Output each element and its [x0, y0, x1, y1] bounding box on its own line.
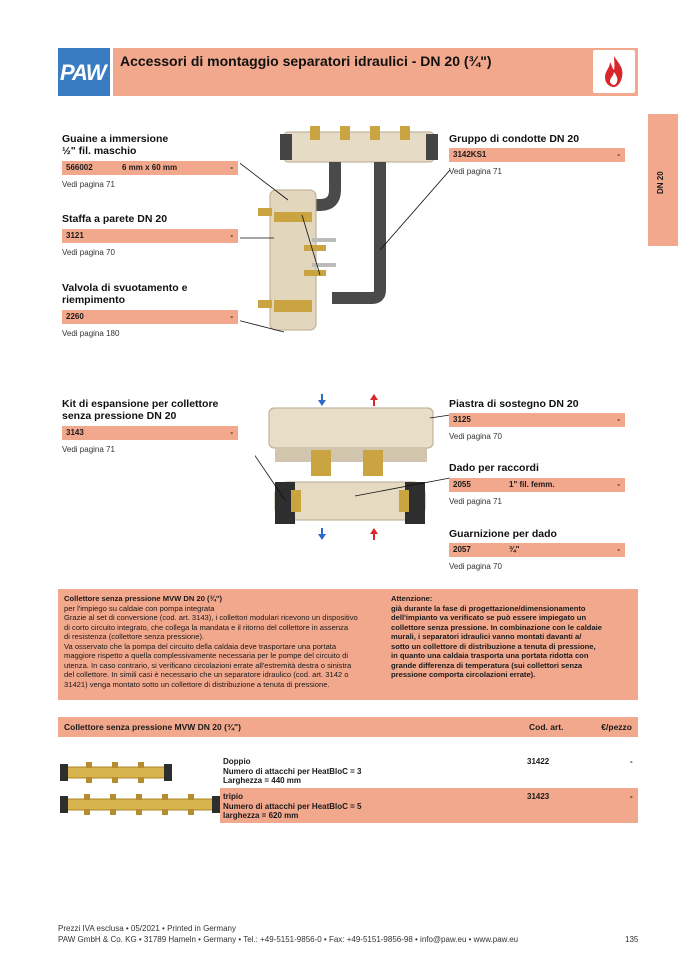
side-tab-label: DN 20 — [656, 171, 665, 194]
info-left-line: utenza. In caso contrario, si verificano circolazioni errate all'estremità destra o sinistra — [64, 660, 352, 670]
info-left-line: maggiore rispetto a quella complessivamente necessaria per le pompe del circuito di — [64, 651, 349, 660]
piastra-code: 3125 — [453, 415, 471, 424]
info-left-line: Grazie al set di conversione (cod. art. 3143), i collettori modulari ricevono un dispositivo — [64, 613, 358, 622]
row2-price: - — [630, 792, 633, 801]
page-number: 135 — [625, 935, 639, 944]
row2-code: 31423 — [527, 792, 550, 801]
guarnizione-code-bar — [449, 543, 625, 557]
info-left-line: Va osservato che la pompa del circuito della caldaia deve trasportare una portata — [64, 641, 337, 651]
info-right-line: murali, i separatori idraulici vanno montati davanti a/ — [391, 632, 582, 641]
info-left-line: del collettore. In simili casi è necessario che un separatore idraulico (cod. art. 3142 o — [64, 670, 349, 679]
guaine-code: 566002 — [66, 163, 93, 172]
guarnizione-ref: Vedi pagina 70 — [449, 562, 502, 571]
guaine-spec: 6 mm x 60 mm — [122, 163, 178, 172]
info-right-line: Attenzione: — [391, 594, 433, 603]
valvola-title-line2: riempimento — [62, 294, 126, 306]
info-right-line: già durante la fase di progettazione/dimensionamento — [391, 603, 586, 613]
info-left-line: di resistenza (collettore senza pressione). — [64, 632, 205, 641]
row2-larghezza: larghezza = 620 mm — [223, 811, 299, 820]
gruppo-code: 3142KS1 — [453, 150, 487, 159]
guaine-price: - — [230, 163, 233, 172]
info-right-line: pressione comporta circolazioni errate). — [391, 670, 536, 679]
footer-line1: Prezzi IVA esclusa • 05/2021 • Printed in Germany — [58, 924, 236, 933]
flame-icon — [593, 50, 635, 93]
collector-triple-image — [60, 792, 220, 816]
valvola-price: - — [230, 312, 233, 321]
side-tab — [648, 114, 678, 246]
piastra-code-bar — [449, 413, 625, 427]
valvola-code-bar — [62, 310, 238, 324]
row1-price: - — [630, 757, 633, 766]
guarnizione-code: 2057 — [453, 545, 471, 554]
guaine-code-bar — [62, 161, 238, 175]
staffa-code-bar — [62, 229, 238, 243]
info-right-line: dell'impianto va verificato se può essere impiegato un — [391, 613, 587, 622]
kit-ref: Vedi pagina 71 — [62, 445, 115, 454]
kit-code: 3143 — [66, 428, 84, 437]
guaine-ref: Vedi pagina 71 — [62, 180, 115, 189]
table-row — [223, 792, 361, 821]
gruppo-price: - — [617, 150, 620, 159]
dado-title: Dado per raccordi — [449, 462, 539, 474]
staffa-code: 3121 — [66, 231, 84, 240]
info-left-title: Collettore senza pressione MVW DN 20 (¾") — [64, 594, 223, 603]
separator-assembly-image — [240, 120, 450, 350]
gruppo-ref: Vedi pagina 71 — [449, 167, 502, 176]
valvola-title-line1: Valvola di svuotamento e — [62, 282, 188, 294]
table-title: Collettore senza pressione MVW DN 20 (¾") — [64, 722, 241, 732]
guarnizione-spec: ¾" — [509, 545, 520, 554]
guarnizione-price: - — [617, 545, 620, 554]
row2-attacchi: Numero di attacchi per HeatBloC = 5 — [223, 801, 362, 811]
info-right-line: collettore senza pressione. In combinazione con le caldaie — [391, 622, 603, 632]
staffa-price: - — [230, 231, 233, 240]
piastra-ref: Vedi pagina 70 — [449, 432, 502, 441]
info-right-line: in quanto una caldaia trasporta una portata ridotta con — [391, 651, 589, 660]
logo-text: PAW — [60, 60, 106, 85]
valvola-code: 2260 — [66, 312, 84, 321]
info-right-line: sotto un collettore di distribuzione a tenuta di pressione, — [391, 641, 596, 651]
piastra-title: Piastra di sostegno DN 20 — [449, 398, 579, 410]
kit-title-line2: senza pressione DN 20 — [62, 410, 177, 422]
info-left-column — [64, 594, 389, 689]
gruppo-title: Gruppo di condotte DN 20 — [449, 133, 580, 145]
guaine-title-line1: Guaine a immersione — [62, 133, 169, 145]
dado-price: - — [617, 480, 620, 489]
info-left-line: di corto circuito integrato, che collega la mandata e il ritorno del collettore in assenza — [64, 622, 349, 632]
code-column-header: Cod. art. — [529, 722, 564, 732]
guarnizione-title: Guarnizione per dado — [449, 528, 557, 540]
paw-logo — [58, 48, 110, 96]
row1-name: Doppio — [223, 757, 251, 766]
dado-spec: 1" fil. femm. — [509, 480, 555, 489]
staffa-title: Staffa a parete DN 20 — [62, 213, 168, 225]
kit-title-line1: Kit di espansione per collettore — [62, 398, 219, 410]
info-right-column — [391, 594, 635, 680]
row2-name: tripio — [223, 792, 243, 801]
dado-code-bar — [449, 478, 625, 492]
guaine-title-line2: ½" fil. maschio — [62, 145, 137, 157]
price-column-header: €/pezzo — [601, 722, 632, 732]
table-row — [223, 757, 361, 786]
valvola-ref: Vedi pagina 180 — [62, 329, 120, 338]
collector-double-image — [60, 760, 172, 784]
collector-kit-image — [255, 390, 450, 550]
piastra-price: - — [617, 415, 620, 424]
row1-attacchi: Numero di attacchi per HeatBloC = 3 — [223, 766, 362, 776]
footer-line2: PAW GmbH & Co. KG • 31789 Hameln • Germany • Tel.: +49-5151-9856-0 • Fax: +49-5151-9856-98 • info@paw.eu • www.paw.eu — [58, 935, 519, 944]
row1-code: 31422 — [527, 757, 550, 766]
row1-larghezza: Larghezza = 440 mm — [223, 776, 302, 785]
gruppo-code-bar — [449, 148, 625, 162]
dado-ref: Vedi pagina 71 — [449, 497, 502, 506]
kit-price: - — [230, 428, 233, 437]
info-left-line: 31421) venga montato sotto un collettore di distribuzione a tenuta di pressione. — [64, 679, 330, 689]
kit-code-bar — [62, 426, 238, 440]
table-header — [58, 717, 638, 737]
info-right-line: grande differenza di temperatura (sui collettori senza — [391, 660, 583, 670]
staffa-ref: Vedi pagina 70 — [62, 248, 115, 257]
dado-code: 2055 — [453, 480, 471, 489]
page-title: Accessori di montaggio separatori idraulici - DN 20 (¾") — [120, 53, 492, 69]
info-left-line: per l'impiego su caldaie con pompa integrata — [64, 603, 215, 613]
